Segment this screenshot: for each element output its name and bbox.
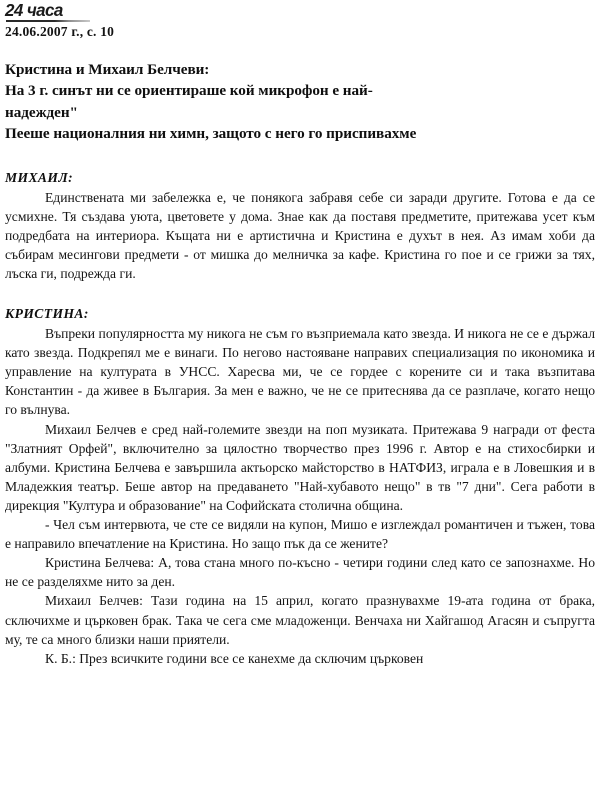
headline-line-2: На 3 г. синът ни се ориентираше кой микрофон е най- bbox=[5, 82, 373, 100]
paragraph-question: - Чел съм интервюта, че сте се видяли на купон, Мишо е изглеждал романтичен и тъжен, това е направило впечатление на Кристина. Но защо пък да се жените? bbox=[5, 517, 595, 552]
masthead bbox=[5, 2, 595, 21]
issue-date-page: 24.06.2007 г., с. 10 bbox=[5, 24, 115, 39]
speaker-label-kristina: КРИСТИНА: bbox=[5, 306, 89, 322]
newspaper-logo-text: 24 часа bbox=[5, 0, 63, 20]
headline-line-1: Кристина и Михаил Белчеви: bbox=[5, 61, 210, 78]
paragraph-answer-mihail: Михаил Белчев: Тази година на 15 април, когато празнувахме 19-ата година от брака, сключихме и църковен брак. Така че сега сме младоженци. Венчаха ни Хайгашод Агасян и съпругта му, те са много близки наши приятели. bbox=[5, 593, 595, 647]
headline-line-4: Пееше националния ни химн, защото с него го приспивахме bbox=[5, 125, 417, 143]
newspaper-logo bbox=[5, 2, 67, 21]
paragraph-answer-kb-truncated: К. Б.: През всичките години все се канехме да сключим църковен bbox=[45, 650, 424, 666]
headline-line-3: надежден" bbox=[5, 103, 78, 121]
speaker-label-mihail: МИХАИЛ: bbox=[5, 169, 74, 185]
paragraph-answer-kristina: Кристина Белчева: А, това стана много по-късно - четири години след като се запознахме. Но не се разделяхме нито за ден. bbox=[5, 555, 595, 590]
paragraph-kristina: Въпреки популярността му никога не съм го възприемала като звезда. И никога не се е държал като звезда. Подкрепял ме е винаги. По негово настояване направих специализация по икономика и управление на културата в УНСС. Харесва ми, че се гордее с корените си и така възпитава Константин - да живее в България. За мен е важно, че не се притеснява да се разплаче, когато нещо го вълнува. bbox=[5, 326, 595, 418]
logo-underline-rule bbox=[6, 20, 90, 22]
paragraph-mihail: Единствената ми забележка е, че понякога забравя себе си заради другите. Готова е да се усмихне. Тя създава уюта, цветовете у дома. Знае как да поставя предметите, притежава усет към подредбата на интериора. Къщата ни е артистична и Кристина е духът в нея. Аз имам хоби да събирам месингови предмети - от мишка до мелничка за кафе. Кристина го пое и се грижи за тях, лъска ги, подрежда ги. bbox=[5, 189, 595, 281]
paragraph-biography: Михаил Белчев е сред най-големите звезди на поп музиката. Притежава 9 награди от феста "Златният Орфей", включително за цялостно творчество през 1996 г. Автор е на стихосбирки и албуми. Кристина Белчева е завършила актьорско майсторство в НАТФИЗ, играла е в Ловешкия и в Младежкия театър. Беше автор на предаването "Най-хубавото нещо" в тв "7 дни". Сега работи в дирекция "Култура и образование" на Софийската столична община. bbox=[5, 421, 595, 513]
article-headline bbox=[5, 59, 595, 145]
